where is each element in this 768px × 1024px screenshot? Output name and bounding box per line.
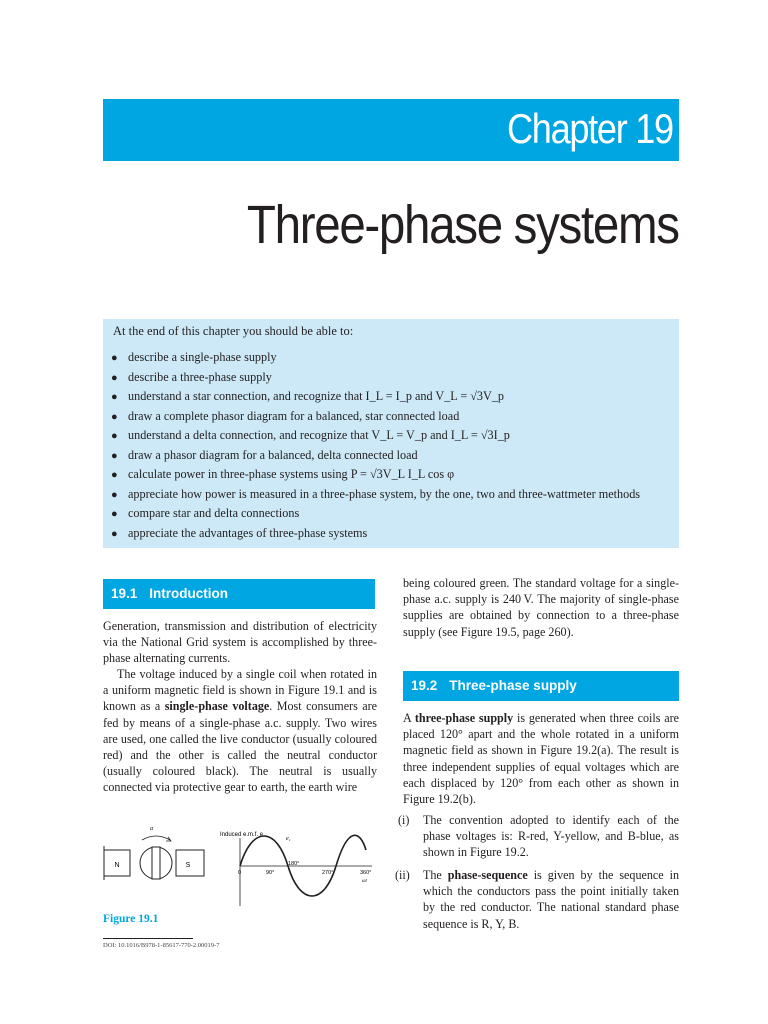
tick-label: 0 — [238, 870, 242, 876]
chapter-bar — [103, 99, 679, 161]
objective-text: compare star and delta connections — [128, 506, 300, 520]
objective-item — [111, 407, 640, 427]
bullet-icon: ● — [111, 391, 118, 403]
x-unit-label: ωt — [362, 879, 367, 884]
chapter-title: Three-phase systems — [247, 195, 679, 255]
bullet-icon: ● — [111, 508, 118, 520]
section-heading-19-1 — [103, 579, 375, 609]
section-number: 19.1 — [111, 586, 138, 601]
list-text: is given by the sequence in which the conductors pass the point initially taken by the red conductor. The national standard phase sequence is R, Y, B. — [423, 868, 680, 931]
objectives-list — [111, 348, 640, 543]
paragraph-text: . Most consumers are fed by means of a single-phase a.c. supply. Two wires are used, one called the live conductor (usually coloured red) and the other is called the neutral conductor (usually coloured black). The neutral is usually connected via protective gear to earth, the earth wire — [103, 699, 378, 795]
rotating-coil — [140, 826, 172, 879]
section-title: Three-phase supply — [449, 678, 577, 693]
figure-caption: Figure 19.1 — [103, 913, 159, 925]
list-marker: (i) — [398, 813, 410, 827]
tick-label: 360° — [360, 870, 372, 876]
objective-item — [111, 426, 640, 446]
list-item-ii — [395, 867, 680, 932]
bullet-icon: ● — [111, 488, 118, 501]
magnet-pole-n — [104, 846, 130, 880]
section-heading-19-2 — [403, 671, 679, 701]
term-phase-sequence: phase-sequence — [447, 868, 528, 882]
figure-19-1 — [100, 820, 380, 912]
section-number: 19.2 — [411, 678, 438, 693]
pole-n-label: N — [114, 862, 120, 869]
objective-text: understand a star connection, and recognize that I_L = I_p and V_L = √3V_p — [128, 389, 505, 403]
intro-paragraph-3: being coloured green. The standard voltage for a single-phase a.c. supply is 240 V. The majority of single-phase supplies are obtained by connection to a three-phase supply (see Figure 19.5, page 260). — [403, 576, 679, 639]
bullet-icon: ● — [111, 352, 118, 364]
objective-item — [111, 465, 640, 485]
chapter-label: Chapter 19 — [507, 105, 673, 152]
footnote-rule — [103, 938, 193, 939]
doi-footnote: DOI: 10.1016/B978-1-85617-770-2.00019-7 — [103, 942, 220, 949]
objective-item — [111, 446, 640, 466]
tick-label: 180° — [288, 861, 300, 867]
objective-text: draw a complete phasor diagram for a balanced, star connected load — [128, 408, 460, 423]
paragraph-text: A — [403, 711, 415, 725]
bullet-icon: ● — [111, 410, 118, 423]
objective-item — [111, 348, 640, 368]
list-item-i — [398, 812, 679, 861]
objective-text: appreciate how power is measured in a three-phase system, by the one, two and three-wattmeter methods — [128, 486, 641, 501]
magnet-pole-s — [176, 850, 204, 876]
objectives-box — [103, 319, 679, 548]
objective-text: understand a delta connection, and recognize that V_L = V_p and I_L = √3I_p — [128, 428, 510, 442]
section-title: Introduction — [149, 586, 229, 601]
supply-paragraph-1 — [403, 710, 679, 807]
curve-label: e₁ — [286, 836, 291, 842]
term-single-phase-voltage: single-phase voltage — [164, 699, 270, 714]
term-three-phase-supply: three-phase supply — [414, 711, 514, 725]
objective-item — [111, 504, 640, 524]
objective-text: calculate power in three-phase systems using P = √3V_L I_L cos φ — [128, 467, 455, 481]
objective-text: appreciate the advantages of three-phase systems — [128, 525, 368, 540]
tick-label: 90° — [266, 870, 275, 876]
bullet-icon: ● — [111, 371, 118, 384]
objectives-intro: At the end of this chapter you should be able to: — [113, 324, 354, 338]
objective-text: describe a three-phase supply — [128, 369, 272, 384]
bullet-icon: ● — [111, 527, 118, 540]
axis-label: Induced e.m.f. e — [220, 832, 264, 838]
bullet-icon: ● — [111, 469, 118, 481]
objective-item — [111, 387, 640, 407]
list-marker: (ii) — [395, 868, 410, 882]
bullet-icon: ● — [111, 449, 118, 462]
objective-item — [111, 368, 640, 388]
angle-label: α — [150, 826, 154, 832]
paragraph-text: is generated when three coils are placed 120° apart and the whole rotated in a uniform magnetic field as shown in Figure 19.2(a). The result is three independent supplies of equal voltages which are each displaced by 120° from each other as shown in Figure 19.2(b). — [403, 711, 679, 807]
paragraph-text: The voltage induced by a single coil when rotated in a uniform magnetic field is shown in Figure 19.1 and is known as a — [103, 667, 377, 714]
bullet-icon: ● — [111, 430, 118, 442]
list-text: The convention adopted to identify each of the phase voltages is: R-red, Y-yellow, and B-blue, as shown in Figure 19.2. — [423, 813, 679, 860]
objective-item — [111, 524, 640, 544]
objective-item — [111, 485, 640, 505]
objective-text: describe a single-phase supply — [128, 350, 277, 364]
pole-s-label: S — [185, 862, 191, 869]
objective-text: draw a phasor diagram for a balanced, delta connected load — [128, 447, 418, 462]
waveform-plot — [220, 832, 372, 906]
intro-paragraph-1: Generation, transmission and distribution of electricity via the National Grid system is accomplished by three-phase alternating currents. — [103, 619, 377, 666]
list-text: The — [423, 868, 448, 882]
intro-paragraph-2 — [103, 666, 377, 796]
tick-label: 270° — [322, 870, 334, 876]
